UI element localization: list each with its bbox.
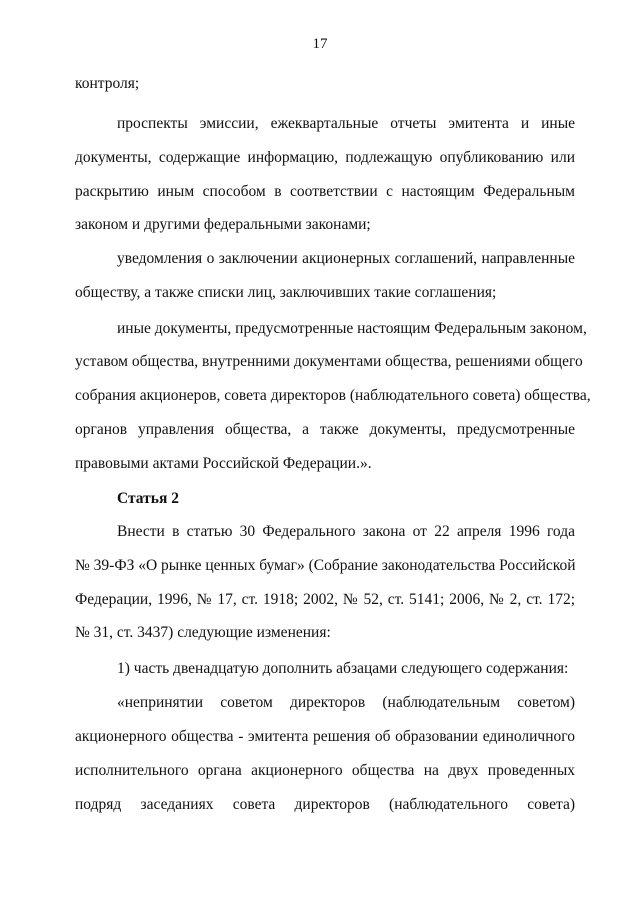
text-line: исполнительного органа акционерного общества на двух проведенных bbox=[75, 762, 575, 779]
article-heading: Статья 2 bbox=[117, 490, 179, 507]
text-line: документы, содержащие информацию, подлежащую опубликованию или bbox=[75, 149, 575, 166]
text-line: «непринятии советом директоров (наблюдательным советом) bbox=[117, 694, 575, 711]
page-number: 17 bbox=[312, 36, 328, 52]
text-line: № 31, ст. 3437) следующие изменения: bbox=[75, 624, 331, 641]
text-line: проспекты эмиссии, ежеквартальные отчеты эмитента и иные bbox=[117, 115, 575, 132]
text-line: правовыми актами Российской Федерации.». bbox=[75, 455, 372, 472]
text-line: подряд заседаниях совета директоров (наблюдательного совета) bbox=[75, 796, 575, 813]
text-line: раскрытию иным способом в соответствии с настоящим Федеральным bbox=[75, 183, 575, 200]
text-line: уведомления о заключении акционерных соглашений, направленные bbox=[117, 250, 575, 267]
text-line: контроля; bbox=[75, 75, 140, 92]
text-line: собрания акционеров, совета директоров (наблюдательного совета) общества, bbox=[75, 387, 591, 404]
text-line: законом и другими федеральными законами; bbox=[75, 216, 371, 233]
text-line: обществу, а также списки лиц, заключивших такие соглашения; bbox=[75, 284, 497, 301]
text-line: органов управления общества, а также документы, предусмотренные bbox=[75, 421, 575, 438]
text-line: иные документы, предусмотренные настоящим Федеральным законом, bbox=[117, 320, 587, 337]
text-line: Внести в статью 30 Федерального закона от 22 апреля 1996 года bbox=[117, 523, 575, 540]
text-line: уставом общества, внутренними документами общества, решениями общего bbox=[75, 353, 583, 370]
text-line: № 39-ФЗ «О рынке ценных бумаг» (Собрание законодательства Российской bbox=[75, 557, 576, 574]
text-line: Федерации, 1996, № 17, ст. 1918; 2002, № 52, ст. 5141; 2006, № 2, ст. 172; bbox=[75, 591, 575, 608]
text-line: 1) часть двенадцатую дополнить абзацами следующего содержания: bbox=[117, 660, 569, 677]
text-line: акционерного общества - эмитента решения об образовании единоличного bbox=[75, 728, 575, 745]
